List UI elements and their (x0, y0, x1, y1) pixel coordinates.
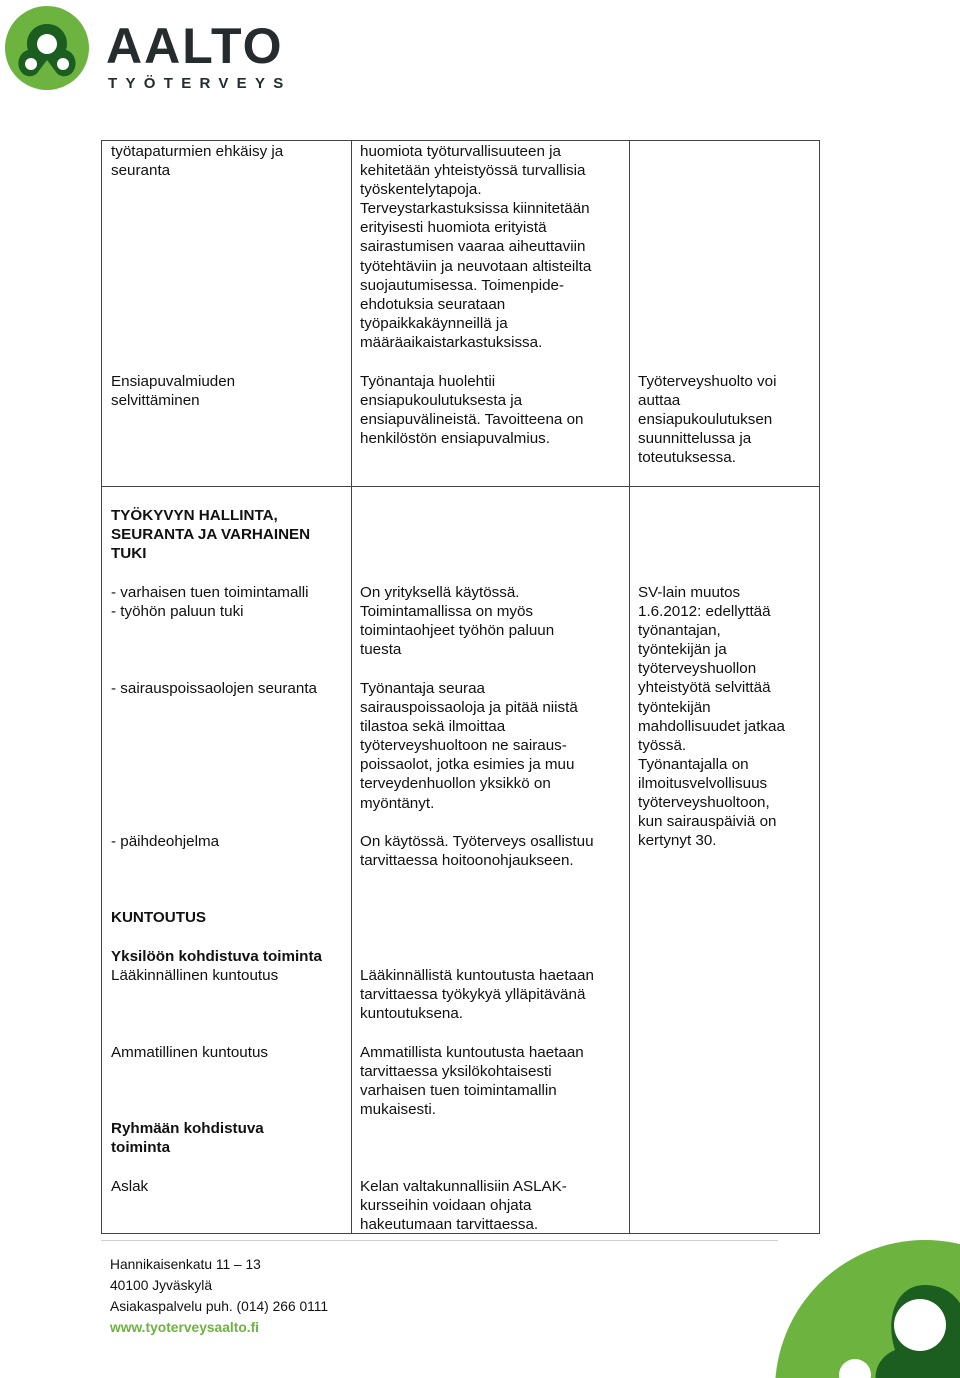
kuntoutus-item2-label: Ammatillinen kuntoutus (111, 1044, 269, 1061)
services-table (101, 140, 820, 1234)
footer-address-line2: 40100 Jyväskylä (110, 1278, 213, 1293)
tyokyky-item1-label: - varhaisen tuen toimintamalli - työhön paluun tuki (111, 584, 309, 621)
tyokyky-note: SV-lain muutos 1.6.2012: edellyttää työnantajan, työntekijän ja työterveyshuollon yhteistyötä selvittää työntekijän mahdollisuudet jatkaa työssä. Työnantajalla on ilmoitusvelvollisuus työterveyshuoltoon, kun sairauspäiviä on kertynyt 30. (638, 584, 785, 850)
brand-subtitle: TYÖTERVEYS (108, 75, 292, 92)
tyokyky-item1-text: On yrityksellä käytössä. Toimintamallissa on myös toimintaohjeet työhön paluun tuesta (360, 584, 555, 659)
row1-description: huomiota työturvallisuuteen ja kehitetään yhteistyössä turvallisia työskentelytapoja. Terveystarkastuksissa kiinnitetään erityisesti huomiota erityistä sairastumisen vaaraa aiheuttaviin työtehtäviin ja neuvotaan altisteilta suojautumisessa. Toimenpide- ehdotuksia seurataan työpaikkakäynneillä ja määräaikaistarkastuksissa. (360, 143, 592, 351)
kuntoutus-item1-label: Lääkinnällinen kuntoutus (111, 967, 279, 984)
row-divider (102, 486, 819, 487)
column-divider (351, 141, 352, 1233)
kuntoutus-sub2: Ryhmään kohdistuva toiminta (111, 1120, 264, 1157)
column-divider (629, 141, 630, 1233)
row2-topic: Ensiapuvalmiuden selvittäminen (111, 373, 236, 410)
corner-logo-decoration-icon (760, 1225, 960, 1378)
tyokyky-item3-label: - päihdeohjelma (111, 833, 220, 850)
kuntoutus-item3-text: Kelan valtakunnallisiin ASLAK- kursseihin voidaan ohjata hakeutumaan tarvittaessa. (360, 1178, 567, 1234)
footer-divider (101, 1240, 778, 1241)
tyokyky-item2-text: Työnantaja seuraa sairauspoissaoloja ja pitää niistä tilastoa sekä ilmoittaa työterveyshuoltoon ne sairaus- poissaolot, jotka esimies ja muu terveydenhuollon yksikkö on myöntänyt. (360, 680, 578, 812)
footer-address-line1: Hannikaisenkatu 11 – 13 (110, 1257, 261, 1272)
tyokyky-item2-label: - sairauspoissaolojen seuranta (111, 680, 317, 697)
kuntoutus-item2-text: Ammatillista kuntoutusta haetaan tarvittaessa yksilökohtaisesti varhaisen tuen toimintamallin mukaisesti. (360, 1044, 584, 1119)
tyokyky-item3-text: On käytössä. Työterveys osallistuu tarvittaessa hoitoonohjaukseen. (360, 833, 594, 870)
kuntoutus-sub1: Yksilöön kohdistuva toiminta (111, 948, 322, 965)
section-heading-tyokyky: TYÖKYVYN HALLINTA, SEURANTA JA VARHAINEN TUKI (111, 507, 311, 563)
kuntoutus-item3-label: Aslak (111, 1178, 149, 1195)
row1-topic: työtapaturmien ehkäisy ja seuranta (111, 143, 284, 180)
aalto-logo (4, 4, 294, 94)
section-heading-kuntoutus: KUNTOUTUS (111, 909, 207, 926)
aalto-logo-mark-icon (4, 4, 94, 94)
footer-website-link[interactable]: www.tyoterveysaalto.fi (110, 1320, 260, 1335)
row2-note: Työterveyshuolto voi auttaa ensiapukoulutuksen suunnittelussa ja toteutuksessa. (638, 373, 777, 467)
kuntoutus-item1-text: Lääkinnällistä kuntoutusta haetaan tarvittaessa työkykyä ylläpitävänä kuntoutuksena. (360, 967, 594, 1023)
footer-phone: Asiakaspalvelu puh. (014) 266 0111 (110, 1299, 329, 1314)
brand-name: AALTO (106, 18, 284, 74)
row2-description: Työnantaja huolehtii ensiapukoulutuksesta ja ensiapuvälineistä. Tavoitteena on henkilöstön ensiapuvalmius. (360, 373, 584, 448)
